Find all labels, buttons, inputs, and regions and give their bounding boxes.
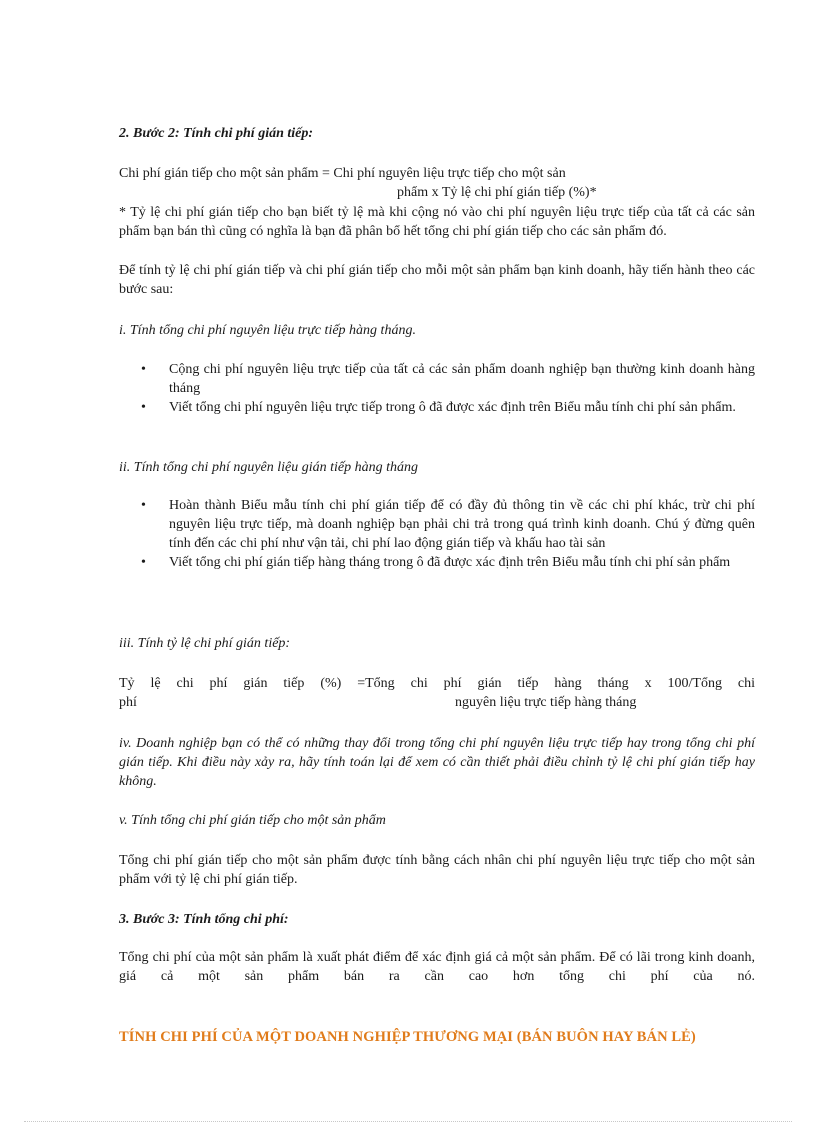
ratio-word: gián [243,676,268,691]
ratio-word: lệ [150,676,161,691]
ratio-word: hàng [554,676,582,691]
ratio-word: tiếp [517,676,539,691]
list-item [119,398,755,417]
step2-heading: 2. Bước 2: Tính chi phí gián tiếp: [119,126,314,141]
ratio-word: phí [209,676,228,691]
ratio-word: chi [737,676,755,691]
intro-paragraph: Để tính tỷ lệ chi phí gián tiếp và chi phí gián tiếp cho mỗi một sản phẩm bạn kinh doanh, hãy tiến hành theo các bước sau: [119,263,755,297]
sub-i-heading: i. Tính tổng chi phí nguyên liệu trực tiếp hàng tháng. [119,323,416,338]
step3-heading: 3. Bước 3: Tính tổng chi phí: [119,912,289,927]
list-item-text: Hoàn thành Biểu mẫu tính chi phí gián tiếp để có đầy đủ thông tin về các chi phí khác, trừ chi phí nguyên liệu trực tiếp, mà doanh nghiệp bạn phải chi trả trong quá trình kinh doanh. Chú ý đừng quên tính đến các chi phí như vận tải, chi phí lao động gián tiếp và khấu hao tài sản [169,498,755,551]
page-bottom-divider [24,1121,792,1122]
sub-iii-heading: iii. Tính tỷ lệ chi phí gián tiếp: [119,636,291,651]
ratio-word: tháng [597,676,629,691]
sub-i-list [119,360,755,417]
list-item-text: Viết tổng chi phí gián tiếp hàng tháng trong ô đã được xác định trên Biểu mẫu tính chi phí sản phẩm [169,555,731,570]
sub-v-heading: v. Tính tổng chi phí gián tiếp cho một sản phẩm [119,813,386,828]
ratio-word: chi [176,676,194,691]
ratio-word: chi [410,676,428,691]
ratio-line2-left: phí [119,695,137,710]
list-item-text: Cộng chi phí nguyên liệu trực tiếp của tất cả các sản phẩm doanh nghiệp bạn thường kinh doanh hàng tháng [169,362,755,396]
ratio-word: x [644,676,652,691]
list-item-text: Viết tổng chi phí nguyên liệu trực tiếp trong ô đã được xác định trên Biểu mẫu tính chi phí sản phẩm. [169,400,736,415]
ratio-formula-line-2 [119,693,755,712]
ratio-formula [119,674,755,712]
sub-ii-list [119,496,755,572]
sub-v-paragraph: Tổng chi phí gián tiếp cho một sản phẩm được tính bằng cách nhân chi phí nguyên liệu trực tiếp cho một sản phẩm với tỷ lệ chi phí gián tiếp. [119,853,755,887]
bullet-icon: • [141,555,146,570]
ratio-word: tiếp [283,676,305,691]
list-item [119,360,755,398]
ratio-word: (%) [320,676,342,691]
footnote-paragraph: * Tỷ lệ chi phí gián tiếp cho bạn biết tỷ lệ mà khi cộng nó vào chi phí nguyên liệu trực tiếp của tất cả các sản phẩm bạn bán thì cũng có nghĩa là bạn đã phân bổ hết tổng chi phí gián tiếp cho các sản phẩm đó. [119,205,755,239]
formula-line-2: phẩm x Tỷ lệ chi phí gián tiếp (%)* [397,185,597,200]
ratio-word: gián [477,676,502,691]
sub-iv-paragraph: iv. Doanh nghiệp bạn có thể có những thay đổi trong tổng chi phí nguyên liệu trực tiếp hay trong tổng chi phí gián tiếp. Khi điều này xảy ra, hãy tính toán lại để xem có cần thiết phải điều chỉnh tỷ lệ chi phí gián tiếp hay không. [119,736,755,789]
section-title: TÍNH CHI PHÍ CỦA MỘT DOANH NGHIỆP THƯƠNG MẠI (BÁN BUÔN HAY BÁN LẺ) [119,1029,696,1045]
bullet-icon: • [141,362,146,377]
ratio-word: =Tổng [357,676,395,691]
list-item [119,553,755,572]
ratio-word: phí [443,676,462,691]
bullet-icon: • [141,400,146,415]
bullet-icon: • [141,498,146,513]
list-item [119,496,755,553]
ratio-word: 100/Tổng [667,676,722,691]
formula-line-1: Chi phí gián tiếp cho một sản phẩm = Chi phí nguyên liệu trực tiếp cho một sản [119,166,566,181]
ratio-line2-right: nguyên liệu trực tiếp hàng tháng [455,695,637,710]
sub-ii-heading: ii. Tính tổng chi phí nguyên liệu gián tiếp hàng tháng [119,460,419,475]
step3-paragraph: Tổng chi phí của một sản phẩm là xuất phát điểm để xác định giá cả một sản phẩm. Để có lãi trong kinh doanh, giá cả một sản phẩm bán ra cần cao hơn tổng chi phí của nó. [119,950,755,984]
ratio-word: Tỷ [119,676,135,691]
ratio-formula-line-1 [119,674,755,693]
